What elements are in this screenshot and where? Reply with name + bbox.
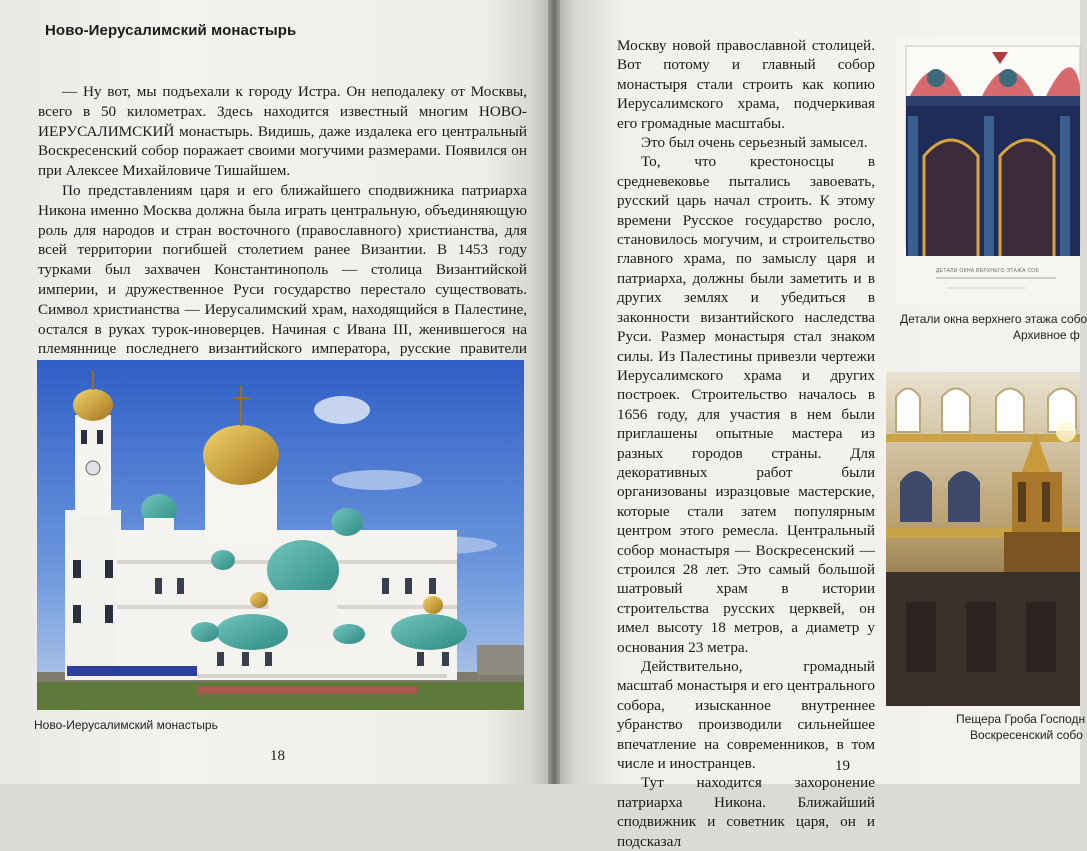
interior-caption-line-1: Пещера Гроба Господн (956, 712, 1086, 726)
page-number: 19 (835, 758, 850, 774)
left-body-text (38, 82, 527, 379)
paragraph: То, что крестоносцы в средневековье пытались завоевать, русский царь начал строить. К этому времени Русское государство росло, становилось могучим, и строительство главного храма, по замыслу царя и патриарха, должны были заметить и в других землях и убедиться в законности византийского наследства Руси. Размер монастыря стал знаком силы. Из Палестины привезли чертежи Иерусалимского храма и других построек. Строительство началось в 1656 году, для участия в нем были приглашены опытные мастера из разных городов страны. Для декоративных работ были организованы изразцовые мастерские, которые стали затем популярным центром этого ремесла. Центральный собор монастыря — Воскресенский — строился 28 лет. Это самый большой шатровый храм в истории строительства русских церквей, он имел высоту 18 метров, а диаметр у основания 23 метра. (617, 153, 875, 656)
right-body-text (617, 36, 875, 851)
window-caption-line-1: Детали окна верхнего этажа собо (900, 312, 1087, 326)
window-caption-line-2: Архивное ф (1013, 328, 1080, 342)
paragraph: Действительно, громадный масштаб монастыря и его центрального собора, изысканное внутреннее убранство производили сильнейшее впечатление на современников, в том числе и иностранцев. (617, 658, 875, 773)
right-page (560, 0, 1087, 850)
interior-caption-line-2: Воскресенский собо (970, 728, 1083, 742)
paragraph: Тут находится захоронение патриарха Никона. Ближайший сподвижник и советник царя, он и подсказал (617, 774, 875, 850)
drawing-label: ДЕТАЛИ ОКНА ВЕРХНЕГО ЭТАЖА СОБ (936, 268, 1040, 274)
paragraph: Это был очень серьезный замысел. (641, 134, 868, 152)
window-drawing (896, 36, 1080, 304)
page-number: 18 (270, 748, 285, 764)
monastery-photo (37, 360, 524, 710)
book-gutter (548, 0, 560, 784)
page-header: Ново-Иерусалимский монастырь (45, 22, 297, 39)
paragraph: По представлениям царя и его ближайшего сподвижника патриарха Никона именно Москва должна была играть центральную, объединяющую роль для народов и стран восточного (православного) христианства, для всей территории погибшей столетием ранее Византии. В 1453 году турками был захвачен Константинополь — столица Византийской империи, и дружественное Руси государство перестало существовать. Символ христианства — Иерусалимский храм, находящийся в Палестине, остался в руках турок-иноверцев. Начиная с Ивана III, женившегося на племяннице последнего византийского императора, русские правители (38, 181, 527, 358)
paragraph: — Ну вот, мы подъехали к городу Истра. Он неподалеку от Москвы, всего в 50 километрах. Здесь находится известный многим НОВО-ИЕРУСАЛИМСКИЙ монастырь. Видишь, даже издалека его центральный Воскресенский собор поражает своими могучими размерами. Появился он при Алексее Михайловиче Тишайшем. (38, 83, 527, 180)
interior-photo (886, 372, 1080, 706)
left-page (0, 0, 548, 784)
photo-caption: Ново-Иерусалимский монастырь (34, 718, 218, 732)
paragraph: Москву новой православной столицей. Вот потому и главный собор монастыря стали строить как копию Иерусалимского храма, подчеркивая его громадные масштабы. (617, 37, 875, 132)
